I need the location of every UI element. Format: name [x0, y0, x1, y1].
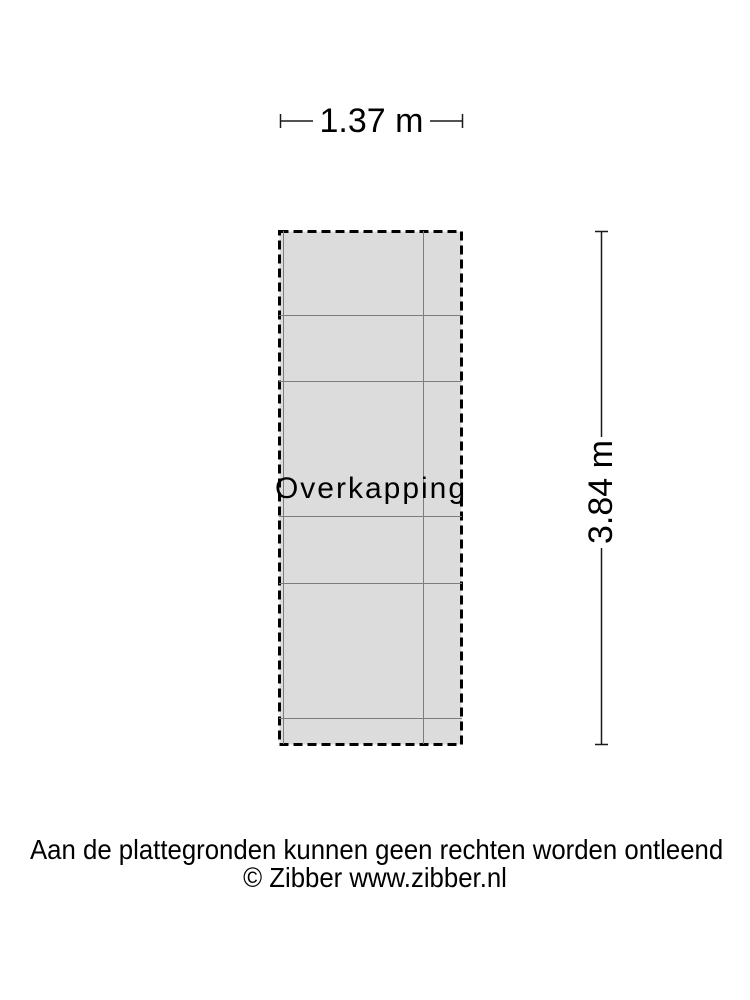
copyright-text: © Zibber www.zibber.nl [243, 862, 507, 893]
height-dimension-label: 3.84 m [582, 440, 620, 544]
room-name-label: Overkapping [274, 472, 468, 505]
footer [0, 836, 750, 892]
width-dimension-label: 1.37 m [319, 102, 424, 140]
disclaimer-text: Aan de plattegronden kunnen geen rechten worden ontleend [30, 834, 724, 865]
